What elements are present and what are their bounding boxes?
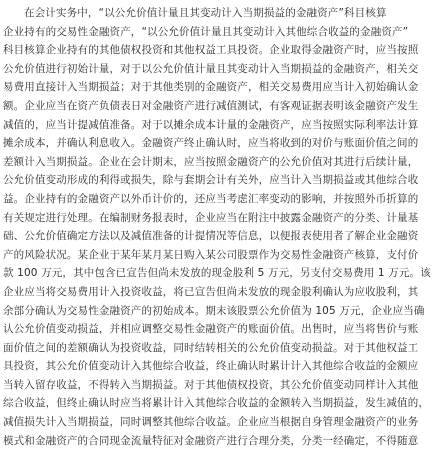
text-line: 公允价值变动形成的利得或损失，除与套期会计有关外，应当计入当期损益或其他综合收 <box>3 174 419 187</box>
text-line: 差额计入当期损益。企业在会计期末，应当按照金融资产的公允价值对其进行后续计量， <box>3 155 419 168</box>
text-line: 础、公允价值确定方法以及减值准备的计提情况等信息，以便报表使用者了解企业金融资 <box>3 230 419 243</box>
text-line: 科目核算企业持有的其他债权投资和其他权益工具投资。企业取得金融资产时，应当按照 <box>3 44 419 57</box>
text-line: 减值的，应当计提减值准备。对于以摊余成本计量的金融资产，应当按照实际利率法计算 <box>3 118 419 131</box>
text-line: 模式和金融资产的合同现金流量特征对金融资产进行合理分类，分类一经确定，不得随意 <box>3 434 419 447</box>
text-line: 公允价值进行初始计量，对于以公允价值计量且其变动计入当期损益的金融资产，相关交 <box>3 62 419 75</box>
text-line: 企业持有的交易性金融资产，“以公允价值计量且其变动计入其他综合收益的金融资产” <box>3 25 409 38</box>
text-line: 产的风险状况。某企业于某年某月某日购入某公司股票作为交易性金融资产核算，支付价 <box>3 248 419 261</box>
text-line: 易费用直接计入当期损益；对于其他类别的金融资产，相关交易费用应当计入初始确认金 <box>3 81 419 94</box>
document-body <box>3 4 431 450</box>
text-line: 综合收益，但终止确认时应当将累计计入其他综合收益的金额转入当期损益，发生减值的， <box>3 397 429 410</box>
text-line: 认公允价值变动损益，并相应调整交易性金融资产的账面价值。出售时，应当将售价与账 <box>3 323 419 336</box>
text-line: 款 100 万元，其中包含已宣告但尚未发放的现金股利 5 万元，另支付交易费用 1 万元。该 <box>3 267 431 280</box>
text-line: 在会计实务中，“以公允价值计量且其变动计入当期损益的金融资产”科目核算 <box>24 7 387 19</box>
text-line: 减值损失计入当期损益，同时调整其他综合收益。企业应当根据自身管理金融资产的业务 <box>3 416 419 429</box>
text-line: 额。企业应当在资产负债表日对金融资产进行减值测试，有客观证据表明该金融资产发生 <box>3 99 419 112</box>
text-line: 具投资，其公允价值变动计入其他综合收益，终止确认时累计计入其他综合收益的金额应 <box>3 360 419 373</box>
text-line: 有关规定进行处理。在编制财务报表时，企业应当在附注中披露金融资产的分类、计量基 <box>3 211 419 224</box>
text-line: 摊余成本，并确认利息收入。金融资产终止确认时，应当将收到的对价与账面价值之间的 <box>3 137 419 150</box>
text-line: 余部分确认为交易性金融资产的初始成本。期末该股票公允价值为 105 万元，企业应当确 <box>3 304 425 317</box>
text-line: 企业应当将交易费用计入投资收益，将已宣告但尚未发放的现金股利确认为应收股利，其 <box>3 285 419 298</box>
text-line: 面价值之间的差额确认为投资收益，同时结转相关的公允价值变动损益。对于其他权益工 <box>3 341 419 354</box>
text-line: 益。企业持有的金融资产以外币计价的，还应当考虑汇率变动的影响，并按照外币折算的 <box>3 192 419 205</box>
text-line: 当转入留存收益，不得转入当期损益。对于其他债权投资，其公允价值变动同样计入其他 <box>3 378 419 391</box>
